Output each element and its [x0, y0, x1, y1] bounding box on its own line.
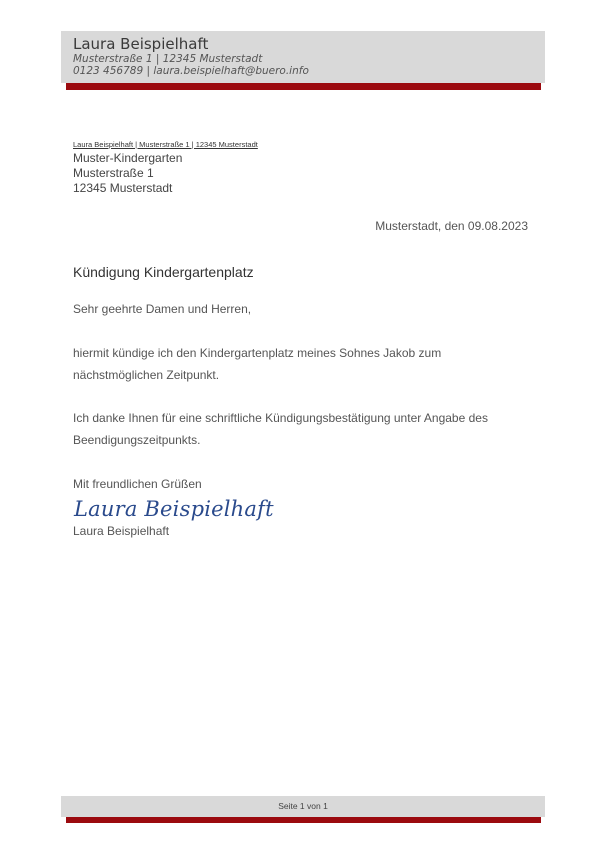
letterhead-contact: 0123 456789 | laura.beispielhaft@buero.info [73, 65, 309, 77]
handwritten-signature: Laura Beispielhaft [74, 497, 274, 521]
footer-accent-bar [66, 817, 541, 823]
letterhead-address: Musterstraße 1 | 12345 Musterstadt [73, 53, 263, 65]
letter-closing: Mit freundlichen Grüßen [73, 477, 202, 491]
page-number: Seite 1 von 1 [278, 801, 328, 811]
body-paragraph: Ich danke Ihnen für eine schriftliche Kündigungsbestätigung unter Angabe des Beendigungszeitpunkts. [73, 411, 488, 447]
recipient-address [73, 151, 182, 196]
letterhead [61, 31, 545, 83]
letter-date: Musterstadt, den 09.08.2023 [375, 219, 528, 233]
body-paragraph: hiermit kündige ich den Kindergartenplatz meines Sohnes Jakob zum nächstmöglichen Zeitpunkt. [73, 346, 442, 382]
letter-salutation: Sehr geehrte Damen und Herren, [73, 302, 252, 316]
letter-subject: Kündigung Kindergartenplatz [73, 264, 254, 280]
letterhead-accent-bar [66, 83, 541, 90]
sender-return-line: Laura Beispielhaft | Musterstraße 1 | 12345 Musterstadt [73, 140, 258, 149]
signer-name: Laura Beispielhaft [73, 524, 170, 538]
recipient-street: Musterstraße 1 [73, 166, 154, 180]
page-footer [61, 796, 545, 817]
recipient-city: 12345 Musterstadt [73, 181, 173, 195]
letterhead-name: Laura Beispielhaft [73, 35, 209, 53]
recipient-name: Muster-Kindergarten [73, 151, 183, 165]
